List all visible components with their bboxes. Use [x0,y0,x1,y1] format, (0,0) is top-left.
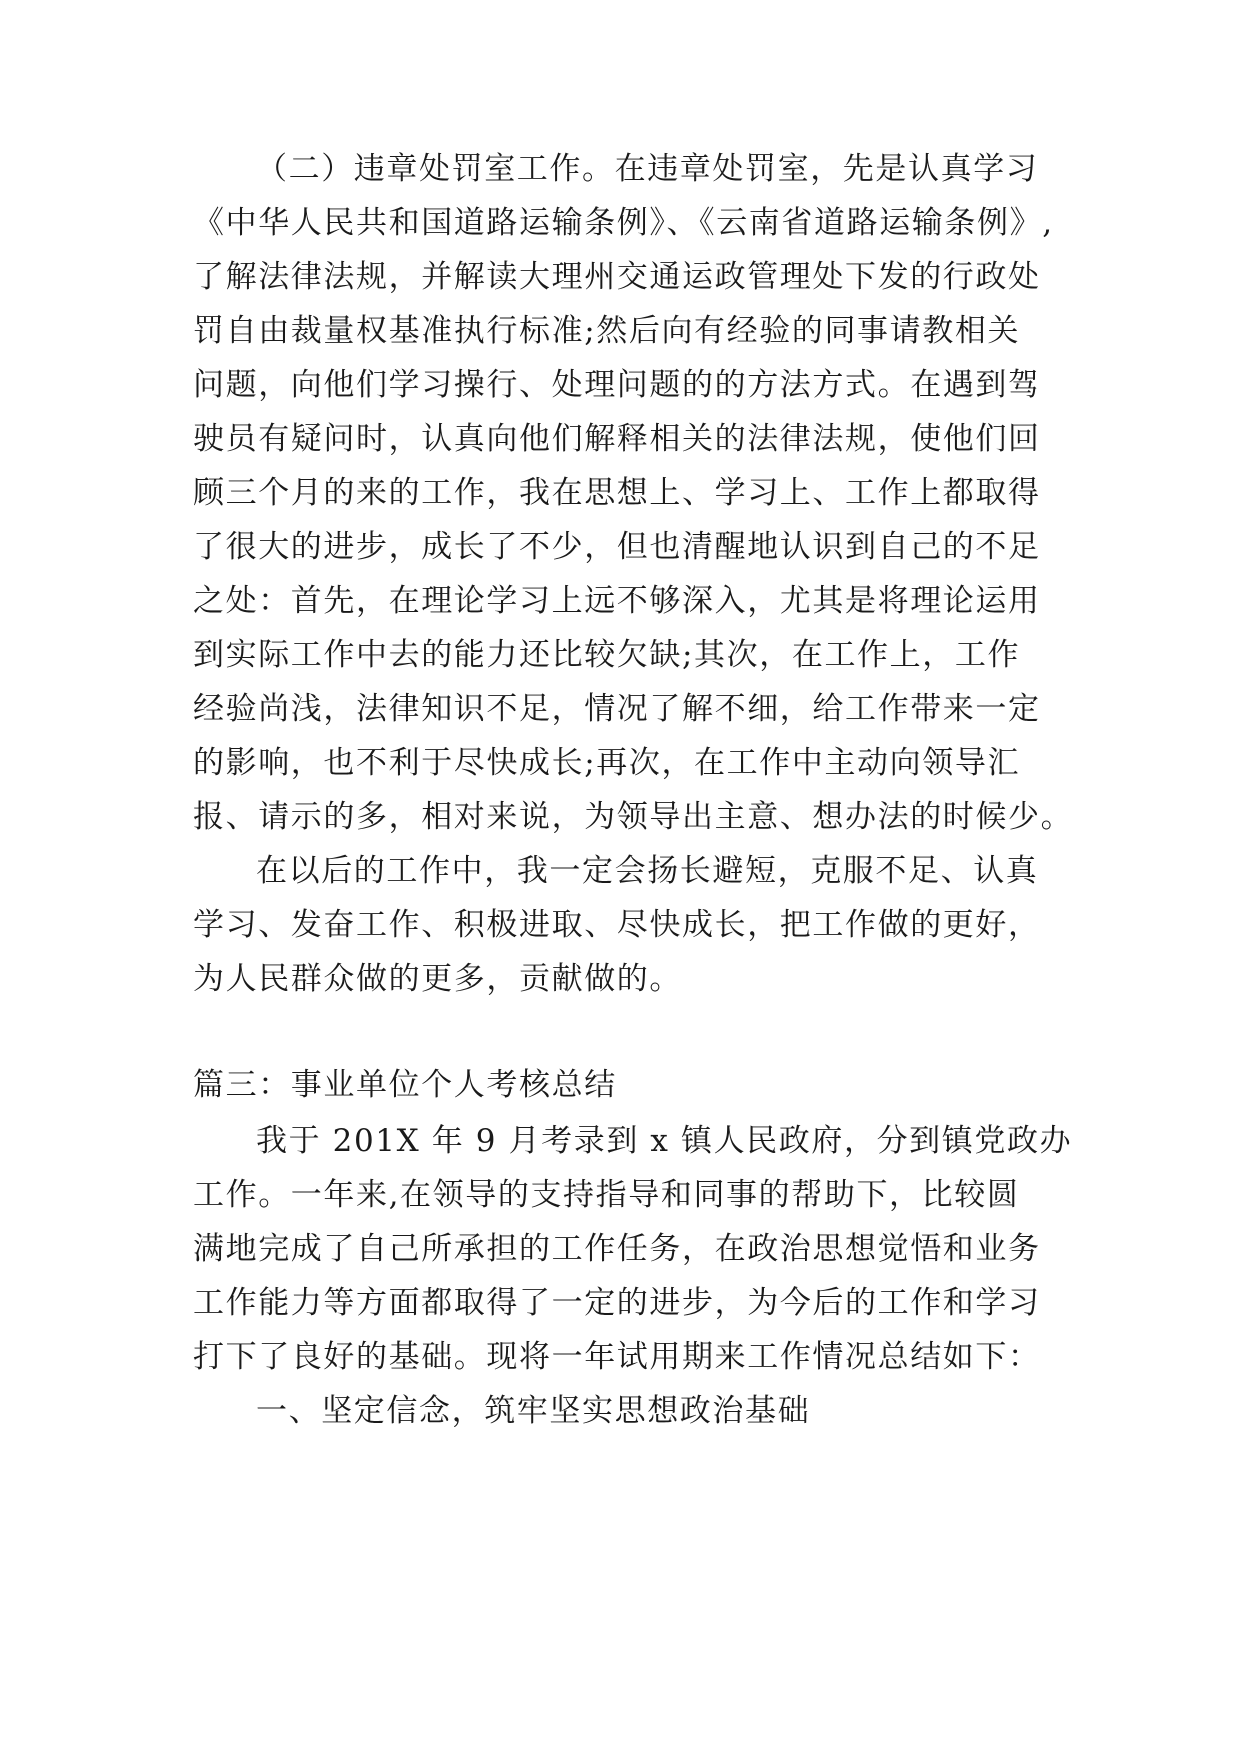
paragraph-line: （二）违章处罚室工作。在违章处罚室，先是认真学习 [256,151,1039,187]
section-heading: 篇三：事业单位个人考核总结 [193,1067,617,1103]
paragraph-line: 工作能力等方面都取得了一定的进步，为今后的工作和学习 [193,1285,1041,1321]
paragraph-line: 为人民群众做的更多，贡献做的。 [193,961,682,997]
paragraph-line: 之处：首先，在理论学习上远不够深入，尤其是将理论运用 [193,583,1041,619]
paragraph-line: 驶员有疑问时，认真向他们解释相关的法律法规，使他们回 [193,421,1041,457]
paragraph-line: 罚自由裁量权基准执行标准;然后向有经验的同事请教相关 [193,313,1021,349]
paragraph-line: 工作。一年来,在领导的支持指导和同事的帮助下，比较圆 [193,1177,1020,1213]
paragraph-line: 经验尚浅，法律知识不足，情况了解不细，给工作带来一定 [193,691,1041,727]
paragraph-line: 问题，向他们学习操行、处理问题的的方法方式。在遇到驾 [193,367,1041,403]
paragraph-line: 《中华人民共和国道路运输条例》、《云南省道路运输条例》, [193,205,1054,241]
paragraph-line: 了解法律法规，并解读大理州交通运政管理处下发的行政处 [193,259,1041,295]
paragraph-line: 我于 201X 年 9 月考录到 x 镇人民政府，分到镇党政办 [256,1123,1073,1159]
paragraph-line: 满地完成了自己所承担的工作任务，在政治思想觉悟和业务 [193,1231,1041,1267]
paragraph-line: 学习、发奋工作、积极进取、尽快成长，把工作做的更好， [193,907,1041,943]
paragraph-line: 了很大的进步，成长了不少，但也清醒地认识到自己的不足 [193,529,1041,565]
paragraph-line: 到实际工作中去的能力还比较欠缺;其次，在工作上，工作 [193,637,1021,673]
paragraph-line: 在以后的工作中，我一定会扬长避短，克服不足、认真 [256,853,1039,889]
paragraph-line: 的影响，也不利于尽快成长;再次，在工作中主动向领导汇 [193,745,1021,781]
subheading: 一、坚定信念，筑牢坚实思想政治基础 [256,1393,811,1429]
paragraph-line: 顾三个月的来的工作，我在思想上、学习上、工作上都取得 [193,475,1041,511]
paragraph-line: 报、请示的多，相对来说，为领导出主意、想办法的时候少。 [193,799,1074,835]
paragraph-line: 打下了良好的基础。现将一年试用期来工作情况总结如下： [193,1339,1041,1375]
